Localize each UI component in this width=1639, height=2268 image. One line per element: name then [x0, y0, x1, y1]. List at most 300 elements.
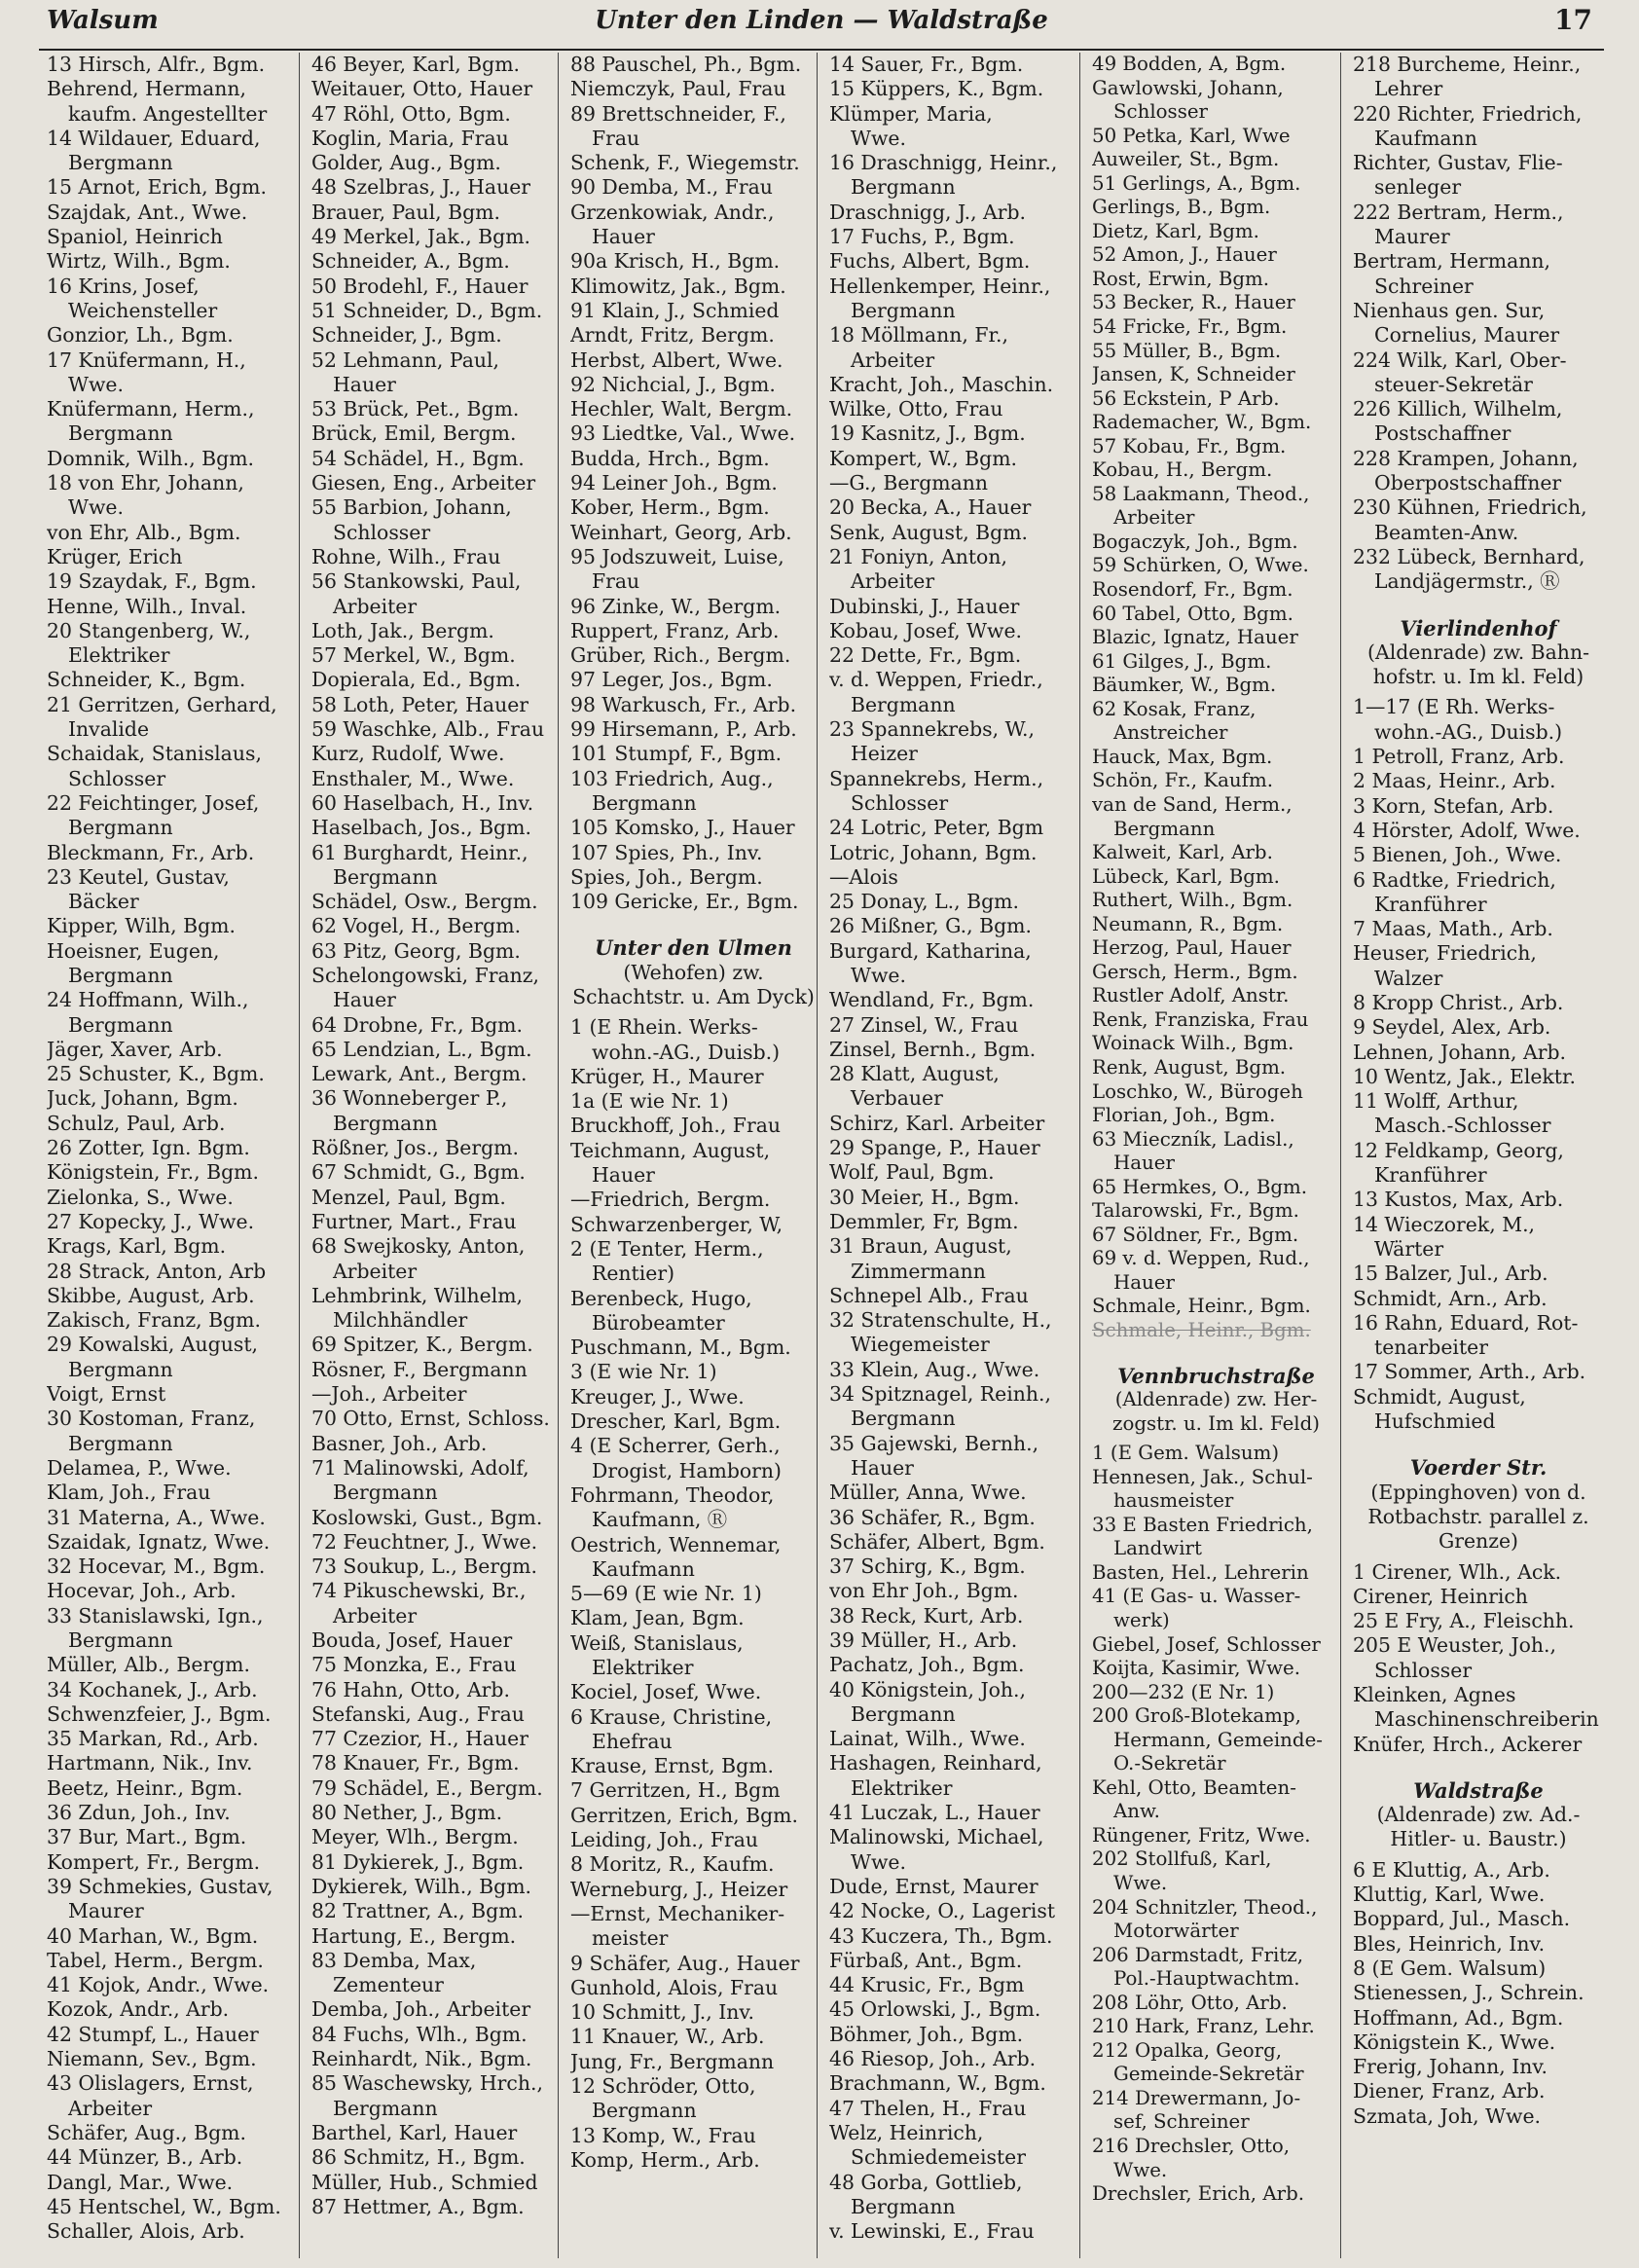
directory-entry	[570, 274, 817, 299]
street-section-header	[1353, 1778, 1604, 1852]
directory-entry	[829, 1973, 1079, 1997]
directory-entry	[829, 1579, 1079, 1603]
entry-line: Florian, Joh., Bgm.	[1092, 1104, 1276, 1127]
entry-line: 8 Kropp Christ., Arb.	[1353, 990, 1564, 1014]
page-number: 17	[1554, 4, 1592, 36]
entry-line: 18 von Ehr, Johann,	[47, 471, 244, 495]
directory-entry	[311, 201, 558, 225]
entry-line: Szaidak, Ignatz, Wwe.	[47, 1529, 271, 1554]
directory-entry	[311, 1801, 558, 1825]
directory-entry	[829, 2097, 1079, 2121]
entry-line: Oberpostschaffner	[1374, 471, 1562, 495]
entry-line: Maurer	[1374, 225, 1450, 249]
directory-entry	[829, 1678, 1079, 1728]
entry-line: Wilke, Otto, Frau	[829, 397, 1003, 421]
directory-entry	[1092, 1704, 1340, 1776]
entry-line: 216 Drechsler, Otto,	[1092, 2135, 1291, 2158]
entry-line: 27 Kopecky, J., Wwe.	[47, 1209, 255, 1233]
entry-line: Drechsler, Erich, Arb.	[1092, 2182, 1305, 2206]
directory-entry	[570, 1952, 817, 1976]
directory-entry	[1353, 348, 1604, 398]
entry-line: 9 Schäfer, Aug., Hauer	[570, 1951, 800, 1975]
street-location: Schachtstr. u. Am Dyck)	[572, 984, 815, 1008]
entry-line: 1a (E wie Nr. 1)	[570, 1089, 729, 1114]
directory-entry	[829, 1308, 1079, 1358]
entry-line: Herbst, Albert, Wwe.	[570, 348, 783, 372]
street-section-header	[1092, 1365, 1340, 1437]
directory-entry	[311, 1899, 558, 1923]
entry-line: 94 Leiner Joh., Bgm.	[570, 471, 778, 495]
entry-line: Maschinenschreiberin	[1374, 1707, 1599, 1732]
directory-entry	[829, 1530, 1079, 1555]
directory-entry	[311, 1727, 558, 1751]
directory-entry	[47, 274, 299, 324]
entry-line: Renk, August, Bgm.	[1092, 1055, 1287, 1079]
directory-entry	[1092, 1199, 1340, 1224]
entry-line: Arbeiter	[333, 594, 418, 618]
directory-entry	[1353, 794, 1604, 819]
directory-entry	[311, 151, 558, 175]
entry-line: Elektriker	[68, 643, 170, 668]
entry-line: Blazic, Ignatz, Hauer	[1092, 626, 1298, 649]
directory-entry	[47, 1850, 299, 1875]
entry-line: Lehrer	[1374, 77, 1443, 101]
entry-line: sef, Schreiner	[1113, 2110, 1250, 2134]
directory-entry	[570, 693, 817, 717]
entry-line: 16 Krins, Josef,	[47, 274, 200, 298]
directory-entry	[47, 1678, 299, 1702]
entry-line: 39 Schmekies, Gustav,	[47, 1874, 273, 1898]
entry-line: Dietz, Karl, Bgm.	[1092, 219, 1259, 242]
directory-entry	[570, 1237, 817, 1287]
directory-entry	[47, 1186, 299, 1210]
entry-line: Arbeiter	[68, 2096, 153, 2120]
entry-line: 1 Cirener, Wlh., Ack.	[1353, 1559, 1562, 1584]
entry-line: 46 Beyer, Karl, Bgm.	[311, 53, 521, 76]
entry-line: 17 Knüfermann, H.,	[47, 348, 246, 372]
entry-line: Arbeiter	[1113, 506, 1195, 530]
directory-entry	[829, 1653, 1079, 1677]
directory-entry	[570, 2025, 817, 2049]
street-location: zogstr. u. Im kl. Feld)	[1112, 1411, 1320, 1435]
entry-line: Stienessen, J., Schrein.	[1353, 1981, 1584, 2005]
directory-entry	[570, 841, 817, 865]
entry-line: Landjägermstr., Ⓡ	[1374, 569, 1560, 594]
entry-line: 29 Kowalski, August,	[47, 1333, 259, 1357]
directory-entry	[47, 1875, 299, 1924]
directory-entry	[311, 1825, 558, 1849]
entry-line: 208 Löhr, Otto, Arb.	[1092, 1991, 1288, 2014]
directory-entry	[1353, 2104, 1604, 2129]
directory-entry	[1092, 530, 1340, 555]
entry-line: Schirz, Karl. Arbeiter	[829, 1111, 1045, 1135]
directory-entry	[570, 767, 817, 817]
directory-entry	[1092, 1633, 1340, 1658]
directory-entry	[570, 1804, 817, 1828]
directory-entry	[47, 1086, 299, 1111]
entry-line: 24 Hoffmann, Wilh.,	[47, 988, 249, 1012]
entry-line: Brachmann, W., Bgm.	[829, 2071, 1046, 2096]
entry-line: 45 Hentschel, W., Bgm.	[47, 2194, 281, 2218]
directory-entry	[570, 1582, 817, 1606]
entry-line: Kurz, Rudolf, Wwe.	[311, 742, 505, 766]
directory-entry	[311, 1456, 558, 1506]
entry-line: 52 Amon, J., Hauer	[1092, 243, 1277, 267]
directory-entry	[570, 323, 817, 348]
entry-line: 10 Schmitt, J., Inv.	[570, 2000, 754, 2025]
entry-line: Klam, Joh., Frau	[47, 1481, 211, 1505]
entry-line: 56 Eckstein, P Arb.	[1092, 386, 1280, 410]
directory-entry	[570, 1828, 817, 1852]
entry-line: Wwe.	[851, 963, 906, 987]
entry-line: Dykierek, Wilh., Bgm.	[311, 1874, 532, 1898]
entry-line: 32 Hocevar, M., Bgm.	[47, 1555, 266, 1579]
directory-entry	[1353, 1015, 1604, 1040]
entry-line: Dangl, Mar., Wwe.	[47, 2170, 234, 2194]
entry-line: Arbeiter	[851, 348, 935, 372]
entry-line: 16 Rahn, Eduard, Rot-	[1353, 1310, 1579, 1335]
entry-line: Beetz, Heinr., Bgm.	[47, 1775, 243, 1800]
entry-line: 36 Wonneberger P.,	[311, 1086, 508, 1111]
directory-entry	[570, 545, 817, 595]
entry-line: Gemeinde-Sekretär	[1113, 2063, 1304, 2086]
entry-line: 24 Lotric, Peter, Bgm	[829, 816, 1044, 840]
entry-line: 43 Olislagers, Ernst,	[47, 2071, 254, 2096]
entry-line: 84 Fuchs, Wlh., Bgm.	[311, 2022, 528, 2046]
entry-line: Renk, Franziska, Frau	[1092, 1007, 1309, 1031]
entry-line: 1 (E Gem. Walsum)	[1092, 1442, 1280, 1465]
directory-entry	[1353, 151, 1604, 201]
entry-line: Menzel, Paul, Bgm.	[311, 1185, 506, 1209]
entry-line: steuer-Sekretär	[1374, 372, 1533, 396]
entry-line: Cirener, Heinrich	[1353, 1584, 1528, 1608]
directory-entry	[570, 865, 817, 890]
entry-line: Kleinken, Agnes	[1353, 1683, 1516, 1706]
entry-line: 41 (E Gas- u. Wasser-	[1092, 1585, 1301, 1608]
entry-line: Voigt, Ernst	[47, 1382, 166, 1407]
directory-entry	[311, 1382, 558, 1407]
entry-line: 12 Feldkamp, Georg,	[1353, 1138, 1564, 1162]
entry-line: Burgard, Katharina,	[829, 938, 1032, 963]
entry-line: Bergmann	[851, 175, 956, 200]
directory-entry	[1092, 626, 1340, 650]
entry-line: Brück, Emil, Bergm.	[311, 421, 517, 446]
entry-line: Bergmann	[333, 2096, 438, 2120]
entry-line: 38 Reck, Kurt, Arb.	[829, 1603, 1024, 1628]
entry-line: 42 Nocke, O., Lagerist	[829, 1899, 1056, 1923]
entry-line: Wwe.	[68, 372, 124, 396]
directory-entry	[1353, 1981, 1604, 2005]
entry-line: Müller, Anna, Wwe.	[829, 1481, 1027, 1505]
directory-entry	[829, 1899, 1079, 1923]
entry-line: Hauer	[1113, 1270, 1175, 1294]
entry-line: 37 Schirg, K., Bgm.	[829, 1555, 1026, 1579]
directory-entry	[311, 1678, 558, 1702]
entry-line: 15 Küppers, K., Bgm.	[829, 77, 1044, 101]
entry-line: 16 Draschnigg, Heinr.,	[829, 151, 1058, 175]
directory-entry	[1353, 941, 1604, 991]
directory-entry	[570, 1976, 817, 2000]
directory-column-4	[821, 53, 1080, 2258]
entry-line: Heizer	[851, 742, 918, 766]
directory-entry	[47, 447, 299, 471]
directory-entry	[829, 939, 1079, 989]
directory-entry	[829, 1160, 1079, 1185]
entry-line: 33 Klein, Aug., Wwe.	[829, 1357, 1040, 1381]
directory-entry	[570, 619, 817, 643]
entry-line: 95 Jodszuweit, Luise,	[570, 544, 784, 568]
entry-line: 93 Liedtke, Val., Wwe.	[570, 421, 796, 446]
entry-line: Fohrmann, Theodor,	[570, 1482, 775, 1507]
entry-line: 205 E Weuster, Joh.,	[1353, 1633, 1557, 1658]
directory-entry	[829, 102, 1079, 152]
entry-line: 71 Malinowski, Adolf,	[311, 1455, 529, 1480]
entry-line: 62 Vogel, H., Bergm.	[311, 914, 522, 938]
entry-line: Grüber, Rich., Bergm.	[570, 643, 791, 668]
entry-line: Hufschmied	[1374, 1409, 1496, 1434]
directory-entry	[311, 914, 558, 938]
entry-line: Kaufmann	[1374, 126, 1477, 150]
directory-entry	[570, 1335, 817, 1360]
entry-line: Bäcker	[68, 890, 139, 914]
entry-line: Lotric, Johann, Bgm.	[829, 840, 1038, 864]
entry-line: 89 Brettschneider, F.,	[570, 101, 786, 126]
entry-line: 17 Fuchs, P., Bgm.	[829, 225, 1015, 249]
entry-line: Heuser, Friedrich,	[1353, 941, 1537, 966]
street-name: Unter den Ulmen	[595, 935, 792, 961]
entry-line: kaufm. Angestellter	[68, 101, 268, 126]
directory-entry	[47, 2195, 299, 2219]
directory-entry	[1092, 148, 1340, 172]
entry-line: 6 E Kluttig, A., Arb.	[1353, 1857, 1550, 1882]
entry-line: Koglin, Maria, Frau	[311, 126, 509, 150]
directory-entry	[47, 471, 299, 521]
entry-line: Bäumker, W., Bgm.	[1092, 674, 1277, 697]
directory-entry	[829, 1382, 1079, 1432]
directory-entry	[1353, 1139, 1604, 1189]
entry-line: Krause, Ernst, Bgm.	[570, 1754, 775, 1778]
entry-line: Bergmann	[333, 1111, 438, 1135]
entry-line: Schneider, J., Bgm.	[311, 323, 502, 348]
directory-entry	[1353, 1089, 1604, 1139]
directory-entry	[829, 816, 1079, 840]
entry-line: v. Lewinski, E., Frau	[829, 2219, 1035, 2244]
directory-entry	[570, 348, 817, 373]
directory-entry	[47, 1160, 299, 1185]
directory-entry	[829, 1481, 1079, 1505]
entry-line: Malinowski, Michael,	[829, 1825, 1044, 1849]
entry-line: 31 Materna, A., Wwe.	[47, 1505, 266, 1529]
directory-entry	[311, 299, 558, 323]
entry-line: 210 Hark, Franz, Lehr.	[1092, 2015, 1315, 2038]
entry-line: Wwe.	[68, 495, 124, 520]
entry-line: Lewark, Ant., Bergm.	[311, 1062, 528, 1086]
entry-line: 41 Luczak, L., Hauer	[829, 1801, 1040, 1825]
directory-entry	[1353, 745, 1604, 769]
directory-entry	[1092, 483, 1340, 530]
directory-entry	[829, 1136, 1079, 1160]
entry-line: Kober, Herm., Bgm.	[570, 495, 770, 520]
directory-entry	[1092, 1657, 1340, 1681]
directory-entry	[829, 495, 1079, 520]
entry-line: Elektriker	[851, 1775, 953, 1800]
struck-entry: Schmale, Heinr., Bgm.	[1092, 1318, 1311, 1341]
directory-entry	[1353, 2079, 1604, 2103]
entry-line: Schmidt, Arn., Arb.	[1353, 1286, 1548, 1310]
directory-entry	[829, 373, 1079, 397]
entry-line: Postschaffner	[1374, 421, 1512, 446]
entry-line: 58 Loth, Peter, Hauer	[311, 692, 529, 716]
entry-line: 96 Zinke, W., Bergm.	[570, 594, 782, 618]
entry-line: Wolf, Paul, Bgm.	[829, 1160, 995, 1185]
directory-entry	[570, 595, 817, 619]
entry-line: 7 Maas, Math., Arb.	[1353, 917, 1553, 941]
entry-line: Boppard, Jul., Masch.	[1353, 1907, 1571, 1931]
directory-entry	[47, 988, 299, 1038]
directory-entry	[1092, 1008, 1340, 1033]
directory-entry	[570, 1188, 817, 1212]
entry-line: Delamea, P., Wwe.	[47, 1455, 232, 1480]
directory-entry	[1092, 363, 1340, 387]
entry-line: Grzenkowiak, Andr.,	[570, 200, 775, 224]
directory-entry	[311, 1086, 558, 1136]
street-location: (Aldenrade) zw. Ad.-	[1376, 1803, 1581, 1827]
entry-line: 90a Krisch, H., Bgm.	[570, 249, 781, 274]
entry-line: 11 Wolff, Arthur,	[1353, 1089, 1519, 1114]
directory-entry	[311, 1997, 558, 2022]
entry-line: Rohne, Wilh., Frau	[311, 544, 501, 568]
entry-line: 45 Orlowski, J., Bgm.	[829, 1997, 1041, 2022]
entry-line: 212 Opalka, Georg,	[1092, 2038, 1283, 2062]
directory-entry	[311, 2145, 558, 2170]
directory-entry	[570, 742, 817, 766]
directory-entry	[311, 2047, 558, 2071]
directory-entry	[47, 1506, 299, 1530]
directory-entry	[47, 1973, 299, 1997]
directory-entry	[570, 1778, 817, 1803]
entry-line: 36 Schäfer, R., Bgm.	[829, 1505, 1036, 1529]
entry-line: tenarbeiter	[1374, 1335, 1488, 1360]
directory-entry	[1092, 578, 1340, 603]
directory-entry	[570, 1533, 817, 1583]
directory-entry	[570, 151, 817, 175]
entry-line: Budda, Hrch., Bgm.	[570, 446, 770, 470]
directory-entry	[311, 127, 558, 151]
directory-entry	[570, 1705, 817, 1755]
directory-entry	[311, 274, 558, 299]
directory-entry	[1353, 1907, 1604, 1931]
directory-entry	[570, 2148, 817, 2173]
directory-entry	[570, 249, 817, 274]
entry-line: Zementeur	[333, 1973, 444, 1997]
entry-line: 70 Otto, Ernst, Schloss.	[311, 1407, 550, 1431]
entry-line: 73 Soukup, L., Bergm.	[311, 1555, 537, 1579]
directory-entry	[47, 914, 299, 938]
entry-line: Kompert, Fr., Bergm.	[47, 1849, 261, 1874]
entry-line: 29 Spange, P., Hauer	[829, 1136, 1040, 1160]
entry-line: 2 Maas, Heinr., Arb.	[1353, 769, 1556, 793]
entry-line: Zinsel, Bernh., Bgm.	[829, 1037, 1037, 1061]
directory-entry	[829, 767, 1079, 817]
directory-entry	[311, 1875, 558, 1899]
entry-line: Pachatz, Joh., Bgm.	[829, 1653, 1025, 1677]
directory-entry	[47, 1825, 299, 1849]
directory-entry	[1353, 843, 1604, 867]
directory-entry	[311, 53, 558, 77]
entry-line: Koslowski, Gust., Bgm.	[311, 1505, 543, 1529]
header-street-range: Unter den Linden — Waldstraße	[595, 6, 1048, 35]
directory-entry	[1353, 1858, 1604, 1883]
directory-entry	[47, 1555, 299, 1579]
directory-entry	[1092, 1896, 1340, 1944]
entry-line: 98 Warkusch, Fr., Arb.	[570, 692, 797, 716]
directory-entry	[47, 397, 299, 447]
entry-line: 1—17 (E Rh. Werks-	[1353, 695, 1555, 719]
directory-entry	[1092, 793, 1340, 841]
entry-line: Krüger, Erich	[47, 544, 183, 568]
entry-line: Szajdak, Ant., Wwe.	[47, 200, 248, 224]
entry-line: Auweiler, St., Bgm.	[1092, 148, 1280, 171]
entry-line: 26 Zotter, Ign. Bgm.	[47, 1136, 250, 1160]
entry-line: Basten, Hel., Lehrerin	[1092, 1560, 1309, 1584]
street-name: Vierlindenhof	[1400, 615, 1557, 640]
directory-entry	[1092, 2135, 1340, 2182]
entry-line: Kaufmann	[592, 1556, 695, 1581]
directory-entry	[1353, 495, 1604, 545]
entry-line: Wiegemeister	[851, 1333, 990, 1357]
directory-entry	[1353, 1065, 1604, 1089]
entry-line: 27 Zinsel, W., Frau	[829, 1012, 1019, 1037]
directory-entry	[311, 1407, 558, 1431]
entry-line: 53 Becker, R., Hauer	[1092, 291, 1295, 314]
street-section-header	[1353, 1455, 1604, 1554]
directory-entry	[311, 447, 558, 471]
directory-entry	[47, 1604, 299, 1654]
entry-line: Behrend, Hermann,	[47, 77, 246, 101]
entry-line: Hauer	[333, 988, 396, 1012]
entry-line: Lehnen, Johann, Arb.	[1353, 1040, 1567, 1064]
entry-line: Fürbaß, Ant., Bgm.	[829, 1948, 1023, 1972]
entry-line: 21 Foniyn, Anton,	[829, 544, 1007, 568]
directory-entry	[47, 1210, 299, 1234]
entry-line: Rademacher, W., Bgm.	[1092, 411, 1312, 434]
entry-line: Furtner, Mart., Frau	[311, 1209, 517, 1233]
entry-line: 14 Wieczorek, M.,	[1353, 1212, 1536, 1236]
entry-line: 58 Laakmann, Theod.,	[1092, 482, 1310, 505]
directory-entry	[311, 2071, 558, 2121]
header-locality: Walsum	[47, 6, 159, 35]
entry-line: Zakisch, Franz, Bgm.	[47, 1308, 261, 1333]
entry-line: Schäfer, Aug., Bgm.	[47, 2120, 246, 2144]
entry-line: 39 Müller, H., Arb.	[829, 1628, 1018, 1652]
directory-entry	[570, 1483, 817, 1533]
entry-line: Weiß, Stanislaus,	[570, 1630, 744, 1655]
directory-entry	[311, 1653, 558, 1677]
directory-entry	[47, 249, 299, 274]
directory-entry	[47, 865, 299, 915]
entry-line: Koijta, Kasimir, Wwe.	[1092, 1657, 1301, 1680]
directory-entry	[570, 717, 817, 742]
entry-line: 26 Mißner, G., Bgm.	[829, 914, 1032, 938]
entry-line: 13 Komp, W., Frau	[570, 2123, 756, 2147]
entry-line: 220 Richter, Friedrich,	[1353, 101, 1583, 126]
entry-line: Bergmann	[851, 2194, 956, 2218]
directory-entry	[1092, 1776, 1340, 1824]
directory-entry	[1092, 1585, 1340, 1632]
directory-entry	[570, 1139, 817, 1189]
entry-line: Gawlowski, Johann,	[1092, 76, 1284, 99]
entry-line: Arbeiter	[851, 569, 935, 594]
